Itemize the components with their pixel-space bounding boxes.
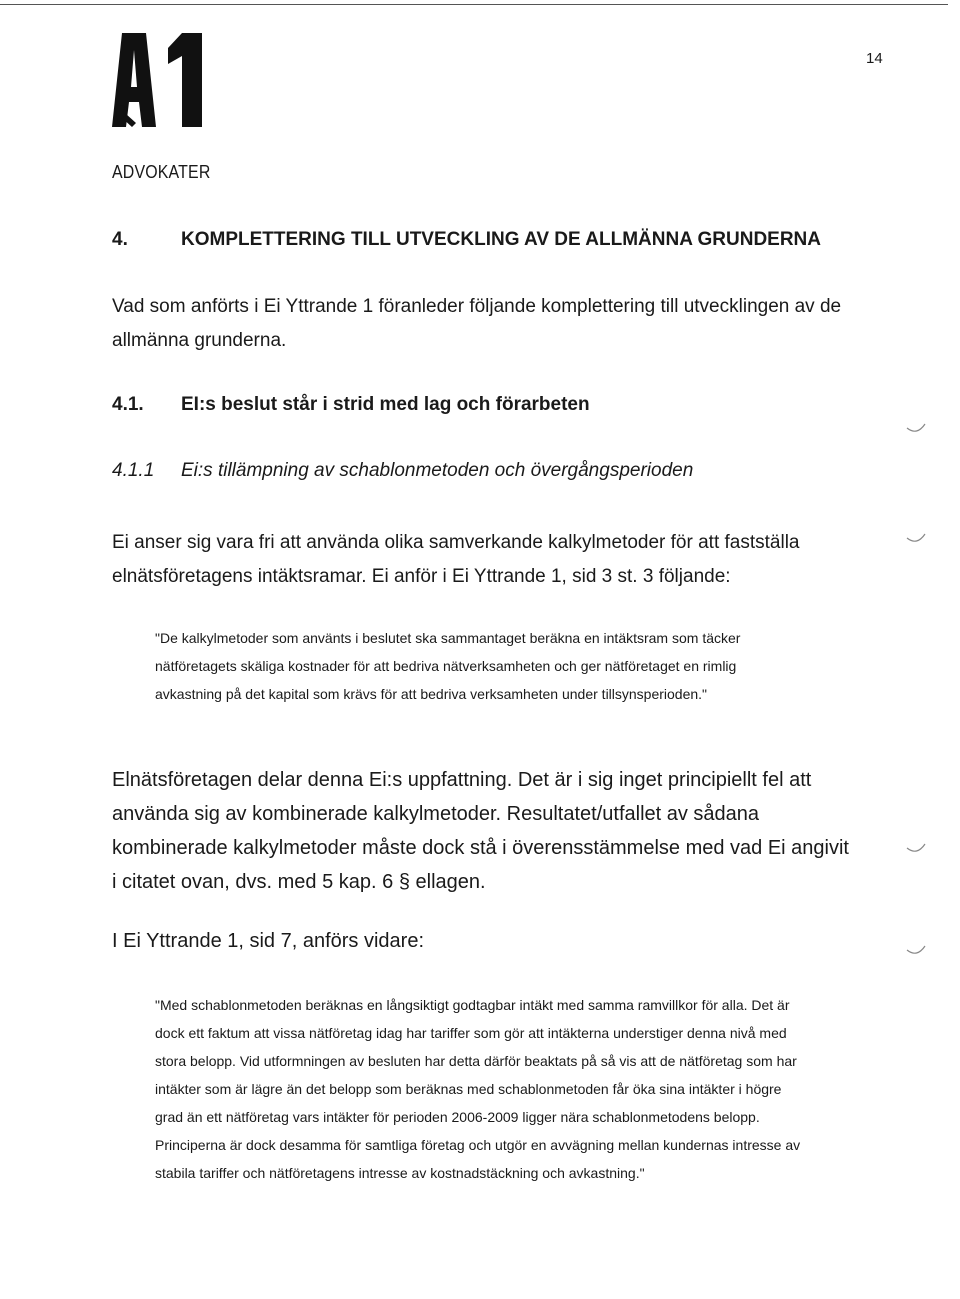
logo-wordmark: ADVOKATER: [112, 161, 211, 182]
subsubsection-number: 4.1.1: [112, 460, 155, 481]
ei-claim-paragraph: Ei anser sig vara fri att använda olika samverkande kalkylmetoder för att fastställa elnätsföretagens intäktsramar. Ei anför i Ei Yttrande 1, sid 3 st. 3 följande:: [112, 532, 800, 587]
block-quote-1: "De kalkylmetoder som använts i beslutet ska sammantaget beräkna en intäktsram som täcker nätföretagets skäliga kostnader för att bedriva nätverksamheten och ger nätföretaget en rimlig avkastning på det kapital som krävs för att bedriva verksamheten under tillsynsperioden.": [155, 630, 741, 702]
svg-text:§: §: [122, 105, 128, 119]
subsection-title: EI:s beslut står i strid med lag och förarbeten: [181, 394, 590, 415]
elnat-response-paragraph: Elnätsföretagen delar denna Ei:s uppfattning. Det är i sig inget principiellt fel att använda sig av kombinerade kalkylmetoder. Resultatet/utfallet av sådana kombinerade kalkylmetoder måste dock stå i överensstämmelse med vad Ei angivit i citatet ovan, dvs. med 5 kap. 6 § ellagen.: [112, 769, 849, 893]
punch-hole-mark: [905, 838, 927, 860]
page-number: 14: [866, 50, 883, 67]
punch-hole-mark: [905, 940, 927, 962]
subsubsection-title: Ei:s tillämpning av schablonmetoden och övergångsperioden: [181, 460, 694, 481]
subsection-number: 4.1.: [112, 394, 144, 415]
a1-advokater-logo: [112, 30, 222, 182]
section-title: KOMPLETTERING TILL UTVECKLING AV DE ALLMÄNNA GRUNDERNA: [181, 229, 821, 250]
section-heading: [112, 229, 821, 251]
subsubsection-heading: [112, 460, 693, 482]
top-rule: [0, 4, 948, 5]
punch-hole-mark: [905, 528, 927, 550]
subsection-heading: [112, 394, 590, 416]
punch-hole-mark: [905, 418, 927, 440]
section-number: 4.: [112, 229, 128, 250]
a1-logo-mark: [112, 30, 222, 155]
yttrande-paragraph: I Ei Yttrande 1, sid 7, anförs vidare:: [112, 930, 425, 952]
intro-paragraph: Vad som anförts i Ei Yttrande 1 föranleder följande komplettering till utvecklingen av de allmänna grunderna.: [112, 296, 842, 351]
block-quote-2: "Med schablonmetoden beräknas en långsiktigt godtagbar intäkt med samma ramvillkor för alla. Det är dock ett faktum att vissa nätföretag idag har tariffer som gör att intäkterna understiger denna nivå med stora belopp. Vid utformningen av besluten har detta därför beaktats på så vis att de nätföretag som har intäkter som är lägre än det belopp som beräknas med schablonmetoden får öka sina intäkter i högre grad än ett nätföretag vars intäkter för perioden 2006-2009 ligger nära schablonmetodens belopp. Principerna är dock desamma för samtliga företag och utgör en avvägning mellan kundernas intresse av stabila tariffer och nätföretagens intresse av kostnadstäckning och avkastning.": [155, 997, 801, 1181]
